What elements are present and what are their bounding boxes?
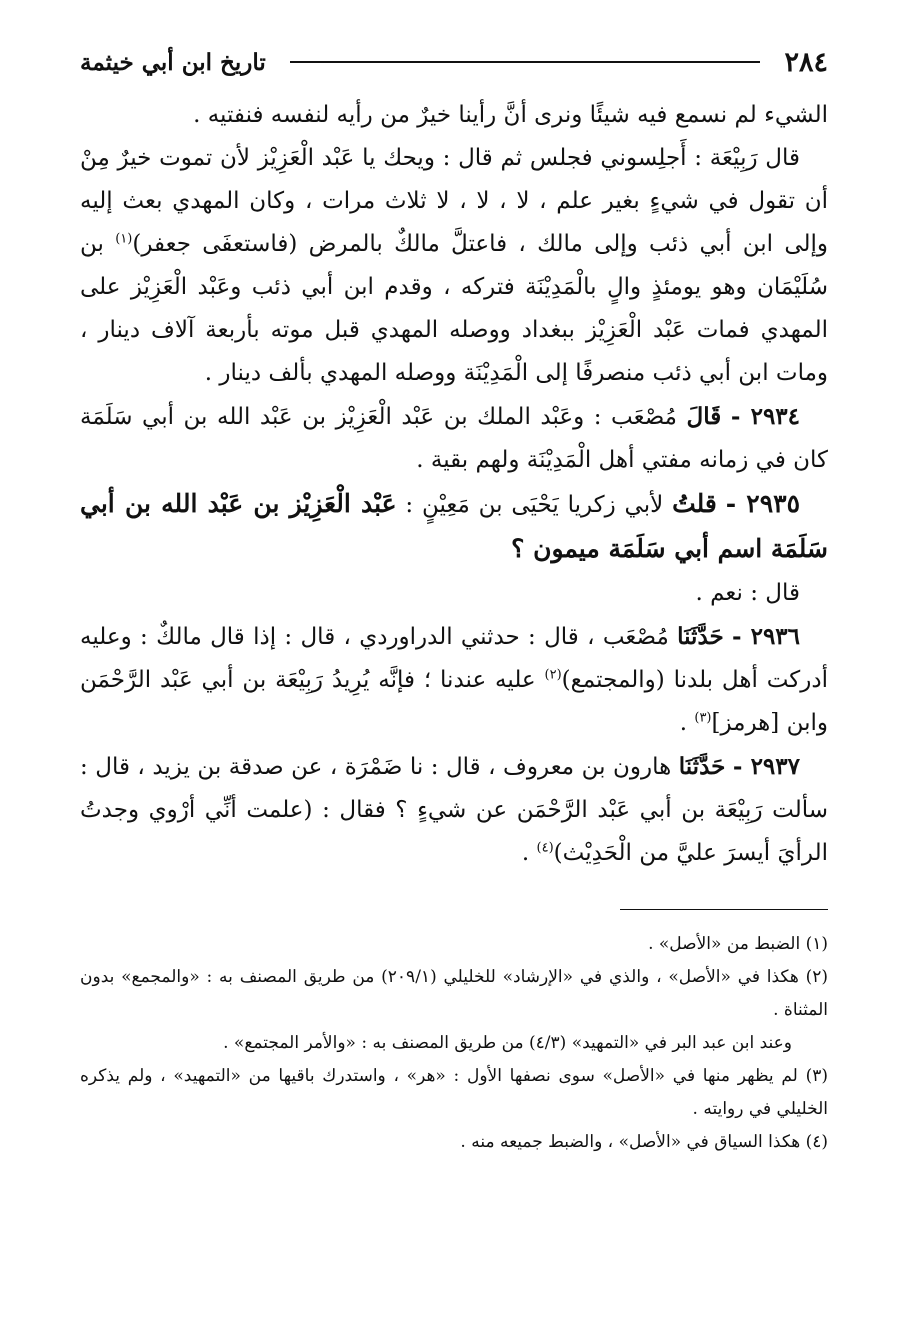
narration-keyword: حَدَّثَنَا	[678, 753, 726, 780]
answer-text: قال : نعم .	[695, 580, 800, 606]
footnote-divider	[620, 909, 828, 910]
footnotes	[80, 928, 828, 1159]
hadith-2935-answer	[80, 572, 828, 615]
footnote-2-continuation: وعند ابن عبد البر في «التمهيد» (٤/٣) من طريق المصنف به : «والأمر المجتمع» .	[223, 1033, 792, 1053]
footnote-marker-2[interactable]: (٢)	[544, 667, 562, 683]
narration-keyword: قلتُ	[672, 489, 717, 518]
hadith-2937	[80, 745, 828, 875]
footnote-marker-1[interactable]: (١)	[115, 231, 133, 247]
footnote-marker-4[interactable]: (٤)	[536, 840, 554, 856]
hadith-number: ٢٩٣٦ -	[732, 623, 801, 650]
hadith-2935	[80, 482, 828, 572]
hadith-text: مُصْعَب ، قال : حدثني الدراوردي ، قال : إذا قال مالكٌ : وعليه أدركت أهل بلدنا (والمجتمع)	[80, 624, 829, 693]
book-title: تاريخ ابن أبي خيثمة	[80, 48, 266, 76]
page-number: ٢٨٤	[784, 46, 828, 78]
hadith-end: .	[521, 840, 530, 866]
hadith-text: لأبي زكريا يَحْيَى بن مَعِيْنٍ :	[405, 492, 664, 518]
hadith-number: ٢٩٣٧ -	[732, 753, 800, 780]
footnote-marker-3[interactable]: (٣)	[694, 710, 712, 726]
paragraph-text: الشيء لم نسمع فيه شيئًا ونرى أنَّ رأينا خيرٌ من رأيه لنفسه فنفتيه .	[193, 102, 828, 128]
footnote-3: (٣) لم يظهر منها في «الأصل» سوى نصفها الأول : «هر» ، واستدرك باقيها من «التمهيد» ، ولم يذكره الخليلي في روايته .	[80, 1066, 828, 1119]
hadith-text: عليه عندنا ؛ فإنَّه يُرِيدُ رَبِيْعَة بن أبي عَبْد الرَّحْمَن وابن [هرمز]	[80, 667, 828, 736]
running-head	[80, 40, 828, 84]
main-text	[80, 94, 828, 875]
hadith-end: .	[679, 710, 688, 736]
hadith-number: ٢٩٣٤ -	[730, 403, 801, 430]
header-rule	[290, 61, 761, 63]
hadith-bold-text: عَبْد الْعَزِيْز بن عَبْد الله بن أبي سَلَمَة اسم أبي سَلَمَة ميمون ؟	[80, 489, 828, 563]
footnote-4: (٤) هكذا السياق في «الأصل» ، والضبط جميعه منه .	[460, 1132, 828, 1152]
narration-keyword: حَدَّثَنَا	[677, 623, 724, 650]
hadith-text: هارون بن معروف ، قال : نا ضَمْرَة ، عن صدقة بن يزيد ، قال : سألت رَبِيْعَة بن أبي عَبْد الرَّحْمَن عن شيءٍ ؟ فقال : (علمت أنِّي أرْوي وجدتُ الرأيَ أيسرَ عليَّ من الْحَدِيْث)	[80, 754, 828, 866]
paragraph-rabia	[80, 137, 828, 395]
footnote-1: (١) الضبط من «الأصل» .	[648, 934, 828, 954]
narration-keyword: قَالَ	[686, 403, 722, 430]
paragraph-continuation	[80, 94, 828, 137]
hadith-text: مُصْعَب : وعَبْد الملك بن عَبْد الْعَزِيْز بن عَبْد الله بن أبي سَلَمَة كان في زمانه مفتي أهل الْمَدِيْنَة ولهم بقية .	[80, 404, 828, 473]
hadith-2934	[80, 395, 828, 482]
hadith-number: ٢٩٣٥ -	[725, 489, 800, 518]
hadith-2936	[80, 615, 828, 745]
paragraph-text: قال رَبِيْعَة : أَجلِسوني فجلس ثم قال : ويحك يا عَبْد الْعَزِيْز لأن تموت خيرٌ مِنْ أن تقول في شيءٍ بغير علم ، لا ، لا ، لا ثلاث مرات ، وكان المهدي بعث إليه وإلى ابن أبي ذئب وإلى مالك ، فاعتلَّ مالكٌ بالمرض (فاستعفَى جعفر)	[80, 145, 829, 257]
footnote-2: (٢) هكذا في «الأصل» ، والذي في «الإرشاد» للخليلي (٢٠٩/١) من طريق المصنف به : «والمجمع» بدون المثناة .	[80, 967, 828, 1020]
paragraph-text: بن سُلَيْمَان وهو يومئذٍ والٍ بالْمَدِيْنَة فتركه ، وقدم ابن أبي ذئب وعَبْد الْعَزِيْز على المهدي فمات عَبْد الْعَزِيْز ببغداد ووصله المهدي قبل موته بأربعة آلاف دينار ، ومات ابن أبي ذئب منصرفًا إلى الْمَدِيْنَة ووصله المهدي بألف دينار .	[80, 231, 829, 386]
